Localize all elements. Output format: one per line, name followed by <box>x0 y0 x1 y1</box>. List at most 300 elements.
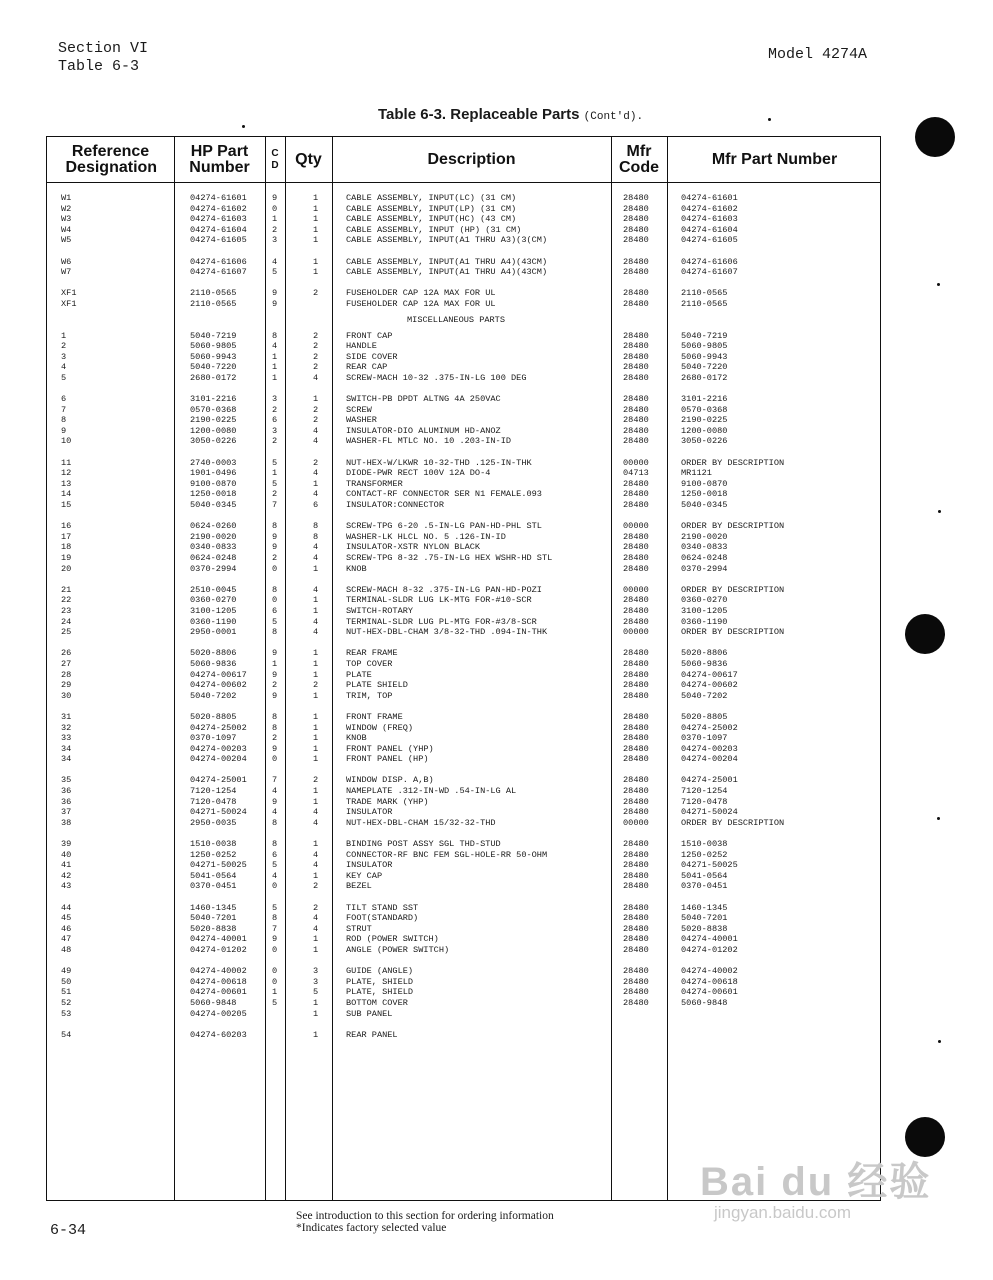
table-row <box>47 595 882 606</box>
cell-mpn: 1250-0018 <box>681 489 728 500</box>
cell-desc: CABLE ASSEMBLY, INPUT(HC) (43 CM) <box>346 214 517 225</box>
cell-mfr: 28480 <box>623 415 649 426</box>
cell-mfr: 28480 <box>623 256 649 267</box>
col-header-mfr-part: Mfr Part Number <box>711 150 838 168</box>
cell-ref: 34 <box>61 754 72 765</box>
table-row <box>47 553 882 564</box>
cell-mfr: 00000 <box>623 584 649 595</box>
cell-ref: 54 <box>61 1029 72 1040</box>
cell-hp: 04274-60203 <box>190 1029 247 1040</box>
cell-mpn: 1250-0252 <box>681 849 728 860</box>
cell-desc: SCREW <box>346 404 372 415</box>
cell-qty: 4 <box>313 436 319 447</box>
cell-ref: 53 <box>61 1008 72 1019</box>
cell-desc: KEY CAP <box>346 870 383 881</box>
cell-cd: 9 <box>272 690 278 701</box>
cell-qty: 6 <box>313 500 319 511</box>
binder-hole-middle <box>905 614 945 654</box>
table-row <box>47 860 882 871</box>
speck <box>242 125 245 128</box>
cell-desc: TILT STAND SST <box>346 902 419 913</box>
table-row <box>47 479 882 490</box>
col-header-description: Description <box>427 150 516 168</box>
table-row <box>47 405 882 416</box>
cell-mpn: ORDER BY DESCRIPTION <box>681 584 785 595</box>
cell-hp: 04274-00205 <box>190 1008 247 1019</box>
cell-mfr: 28480 <box>623 351 649 362</box>
table-row <box>47 235 882 246</box>
cell-mpn: 0360-0270 <box>681 595 728 606</box>
cell-mpn: 2110-0565 <box>681 288 728 299</box>
cell-desc: ANGLE (POWER SWITCH) <box>346 944 450 955</box>
cell-hp: 5040-7201 <box>190 913 237 924</box>
table-row <box>47 288 882 299</box>
cell-mfr: 28480 <box>623 235 649 246</box>
table-row <box>47 966 882 977</box>
cell-hp: 0370-0451 <box>190 881 237 892</box>
cell-desc: SWITCH-PB DPDT ALTNG 4A 250VAC <box>346 394 501 405</box>
misc-parts-heading <box>47 310 882 331</box>
cell-desc: INSULATOR-DIO ALUMINUM HD-ANOZ <box>346 425 501 436</box>
cell-desc: BOTTOM COVER <box>346 997 408 1008</box>
cell-ref: 13 <box>61 478 72 489</box>
cell-mfr: 28480 <box>623 595 649 606</box>
cell-hp: 04274-61602 <box>190 203 247 214</box>
cell-desc: SWITCH-ROTARY <box>346 605 414 616</box>
table-row <box>47 521 882 532</box>
cell-mfr: 04713 <box>623 468 649 479</box>
cell-desc: INSULATOR <box>346 807 393 818</box>
cell-mfr: 28480 <box>623 404 649 415</box>
cell-qty: 4 <box>313 817 319 828</box>
cell-cd: 8 <box>272 521 278 532</box>
cell-mfr: 28480 <box>623 542 649 553</box>
cell-desc: KNOB <box>346 733 367 744</box>
cell-desc: DIODE-PWR RECT 100V 12A DO-4 <box>346 468 491 479</box>
cell-desc: WINDOW (FREQ) <box>346 722 414 733</box>
cell-qty: 2 <box>313 330 319 341</box>
cell-mfr: 28480 <box>623 934 649 945</box>
table-row <box>47 373 882 384</box>
cell-hp: 9100-0870 <box>190 478 237 489</box>
cell-mfr: 00000 <box>623 457 649 468</box>
cell-cd: 8 <box>272 330 278 341</box>
col-header-qty: Qty <box>295 150 322 168</box>
table-row <box>47 797 882 808</box>
cell-hp: 2950-0001 <box>190 627 237 638</box>
cell-desc: INSULATOR-XSTR NYLON BLACK <box>346 542 481 553</box>
page-header-left <box>58 40 148 76</box>
cell-qty: 2 <box>313 404 319 415</box>
cell-hp: 04274-01202 <box>190 944 247 955</box>
speck <box>937 817 940 820</box>
cell-cd: 1 <box>272 468 278 479</box>
cell-ref: 4 <box>61 362 67 373</box>
cell-mfr: 28480 <box>623 214 649 225</box>
cell-mpn: 5020-8838 <box>681 923 728 934</box>
cell-ref: 45 <box>61 913 72 924</box>
cell-mpn: 04271-50024 <box>681 807 738 818</box>
cell-mpn: 0370-0451 <box>681 881 728 892</box>
cell-mfr: 28480 <box>623 330 649 341</box>
cell-cd: 5 <box>272 457 278 468</box>
cell-mpn: 04274-40002 <box>681 966 738 977</box>
cell-cd: 1 <box>272 214 278 225</box>
cell-desc: HANDLE <box>346 341 377 352</box>
cell-hp: 04274-61607 <box>190 267 247 278</box>
cell-mfr: 28480 <box>623 500 649 511</box>
page-number: 6-34 <box>50 1222 87 1239</box>
footer-notes <box>296 1210 554 1234</box>
table-ref-label: Table 6-3 <box>58 58 140 75</box>
cell-ref: 49 <box>61 966 72 977</box>
cell-qty: 8 <box>313 521 319 532</box>
model-label: Model 4274A <box>768 46 868 63</box>
cell-hp: 5040-7219 <box>190 330 237 341</box>
col-header-mfr-code: Mfr Code <box>619 142 659 176</box>
cell-desc: STRUT <box>346 923 372 934</box>
cell-ref: 17 <box>61 531 72 542</box>
cell-cd: 2 <box>272 489 278 500</box>
cell-mpn: 04274-00203 <box>681 743 738 754</box>
cell-qty: 8 <box>313 531 319 542</box>
cell-mfr: 28480 <box>623 605 649 616</box>
cell-qty: 3 <box>313 976 319 987</box>
cell-mpn: 5040-7219 <box>681 330 728 341</box>
cell-hp: 04274-61601 <box>190 193 247 203</box>
cell-qty: 2 <box>313 362 319 373</box>
cell-ref: 35 <box>61 775 72 786</box>
cell-ref: 36 <box>61 786 72 797</box>
cell-hp: 5040-0345 <box>190 500 237 511</box>
cell-mfr: 28480 <box>623 436 649 447</box>
cell-cd: 8 <box>272 913 278 924</box>
cell-cd: 4 <box>272 786 278 797</box>
cell-qty: 4 <box>313 860 319 871</box>
cell-cd: 0 <box>272 754 278 765</box>
table-row <box>47 723 882 734</box>
cell-cd: 9 <box>272 743 278 754</box>
cell-hp: 2110-0565 <box>190 288 237 299</box>
cell-hp: 04271-50024 <box>190 807 247 818</box>
cell-qty: 1 <box>313 669 319 680</box>
cell-mfr: 28480 <box>623 298 649 309</box>
cell-mpn: 9100-0870 <box>681 478 728 489</box>
cell-mfr: 28480 <box>623 881 649 892</box>
cell-ref: 14 <box>61 489 72 500</box>
cell-mpn: 5060-9848 <box>681 997 728 1008</box>
footer-note-factory: *Indicates factory selected value <box>296 1222 447 1234</box>
cell-cd: 3 <box>272 394 278 405</box>
cell-hp: 2950-0035 <box>190 817 237 828</box>
cell-desc: FRONT PANEL (YHP) <box>346 743 434 754</box>
cell-ref: 8 <box>61 415 67 426</box>
cell-qty: 4 <box>313 913 319 924</box>
cell-desc: TOP COVER <box>346 658 393 669</box>
table-title <box>378 106 643 123</box>
cell-cd: 9 <box>272 542 278 553</box>
cell-ref: 7 <box>61 404 67 415</box>
cell-mfr: 28480 <box>623 997 649 1008</box>
cell-hp: 1460-1345 <box>190 902 237 913</box>
table-row <box>47 786 882 797</box>
cell-qty: 4 <box>313 425 319 436</box>
cell-qty: 1 <box>313 235 319 246</box>
cell-qty: 1 <box>313 256 319 267</box>
cell-qty: 1 <box>313 690 319 701</box>
cell-hp: 04274-40001 <box>190 934 247 945</box>
cell-hp: 5020-8805 <box>190 711 237 722</box>
cell-mpn: 2110-0565 <box>681 298 728 309</box>
cell-cd: 4 <box>272 870 278 881</box>
table-row <box>47 214 882 225</box>
cell-cd: 9 <box>272 934 278 945</box>
cell-cd: 0 <box>272 976 278 987</box>
table-row <box>47 775 882 786</box>
cell-mpn: MR1121 <box>681 468 712 479</box>
cell-cd: 1 <box>272 351 278 362</box>
cell-qty: 1 <box>313 733 319 744</box>
table-row <box>47 733 882 744</box>
cell-cd: 2 <box>272 224 278 235</box>
cell-desc: SUB PANEL <box>346 1008 393 1019</box>
cell-cd: 8 <box>272 722 278 733</box>
cell-hp: 04274-00204 <box>190 754 247 765</box>
table-row <box>47 987 882 998</box>
cell-cd: 5 <box>272 997 278 1008</box>
cell-cd: 9 <box>272 531 278 542</box>
cell-desc: TERMINAL-SLDR LUG LK-MTG FOR-#10-SCR <box>346 595 532 606</box>
cell-hp: 2190-0020 <box>190 531 237 542</box>
cell-desc: KNOB <box>346 563 367 574</box>
cell-hp: 2510-0045 <box>190 584 237 595</box>
cell-mfr: 28480 <box>623 786 649 797</box>
cell-qty: 4 <box>313 468 319 479</box>
cell-ref: W1 <box>61 193 72 203</box>
table-row <box>47 839 882 850</box>
cell-mfr: 28480 <box>623 902 649 913</box>
table-row <box>47 606 882 617</box>
cell-desc: REAR FRAME <box>346 648 398 659</box>
cell-qty: 1 <box>313 267 319 278</box>
cell-hp: 04274-00617 <box>190 669 247 680</box>
cell-hp: 5020-8806 <box>190 648 237 659</box>
cell-mpn: 5060-9943 <box>681 351 728 362</box>
cell-ref: XF1 <box>61 288 77 299</box>
cell-mfr: 28480 <box>623 288 649 299</box>
cell-qty: 1 <box>313 605 319 616</box>
table-row <box>47 977 882 988</box>
cell-mpn: 04274-61607 <box>681 267 738 278</box>
cell-cd: 6 <box>272 415 278 426</box>
cell-qty: 4 <box>313 553 319 563</box>
cell-ref: 15 <box>61 500 72 511</box>
cell-mpn: 5040-7202 <box>681 690 728 701</box>
table-row <box>47 532 882 543</box>
table-row <box>47 744 882 755</box>
cell-ref: 51 <box>61 987 72 998</box>
cell-qty: 1 <box>313 224 319 235</box>
cell-ref: 52 <box>61 997 72 1008</box>
cell-desc: BEZEL <box>346 881 372 892</box>
table-row <box>47 881 882 892</box>
cell-cd: 5 <box>272 478 278 489</box>
cell-cd: 6 <box>272 605 278 616</box>
cell-mfr: 28480 <box>623 531 649 542</box>
table-row <box>47 871 882 882</box>
cell-mpn: 5060-9836 <box>681 658 728 669</box>
cell-ref: 25 <box>61 627 72 638</box>
cell-mpn: 0360-1190 <box>681 616 728 627</box>
cell-hp: 1510-0038 <box>190 839 237 850</box>
cell-hp: 0360-1190 <box>190 616 237 627</box>
table-row <box>47 257 882 268</box>
cell-mfr: 28480 <box>623 796 649 807</box>
col-header-cd: C D <box>271 147 279 171</box>
cell-desc: INSULATOR <box>346 860 393 871</box>
table-row <box>47 945 882 956</box>
table-row <box>47 818 882 829</box>
parts-table <box>46 136 881 1201</box>
cell-ref: 38 <box>61 817 72 828</box>
cell-ref: W5 <box>61 235 72 246</box>
cell-ref: 2 <box>61 341 67 352</box>
cell-hp: 1250-0018 <box>190 489 237 500</box>
cell-cd: 0 <box>272 966 278 977</box>
table-row <box>47 426 882 437</box>
cell-mpn: 0370-1097 <box>681 733 728 744</box>
cell-mpn: 3100-1205 <box>681 605 728 616</box>
cell-hp: 0340-0833 <box>190 542 237 553</box>
cell-hp: 04274-61606 <box>190 256 247 267</box>
cell-cd: 3 <box>272 425 278 436</box>
table-row <box>47 542 882 553</box>
cell-hp: 04274-00602 <box>190 680 247 691</box>
cell-mfr: 00000 <box>623 521 649 532</box>
cell-ref: 28 <box>61 669 72 680</box>
cell-hp: 5060-9836 <box>190 658 237 669</box>
cell-hp: 3050-0226 <box>190 436 237 447</box>
cell-ref: 42 <box>61 870 72 881</box>
cell-desc: CABLE ASSEMBLY, INPUT(LC) (31 CM) <box>346 193 517 203</box>
cell-mpn: 5020-8805 <box>681 711 728 722</box>
cell-mpn: 7120-0478 <box>681 796 728 807</box>
cell-mpn: 04274-40001 <box>681 934 738 945</box>
cell-cd: 0 <box>272 881 278 892</box>
footer-note-ordering: See introduction to this section for ordering information <box>296 1210 554 1222</box>
cell-hp: 5060-9943 <box>190 351 237 362</box>
cell-qty: 1 <box>313 722 319 733</box>
cell-cd: 0 <box>272 203 278 214</box>
table-row <box>47 712 882 723</box>
cell-mpn: 5040-7220 <box>681 362 728 373</box>
table-row <box>47 394 882 405</box>
cell-hp: 04271-50025 <box>190 860 247 871</box>
cell-cd: 5 <box>272 616 278 627</box>
cell-mfr: 28480 <box>623 976 649 987</box>
cell-qty: 4 <box>313 616 319 627</box>
cell-desc: PLATE, SHIELD <box>346 987 414 998</box>
cell-desc: GUIDE (ANGLE) <box>346 966 414 977</box>
table-row <box>47 468 882 479</box>
cell-cd: 4 <box>272 341 278 352</box>
cell-hp: 04274-00601 <box>190 987 247 998</box>
cell-ref: 34 <box>61 743 72 754</box>
cell-cd: 9 <box>272 298 278 309</box>
cell-mpn: 04274-25001 <box>681 775 738 786</box>
cell-hp: 0370-1097 <box>190 733 237 744</box>
cell-qty: 1 <box>313 839 319 850</box>
speck <box>938 1040 941 1043</box>
cell-mfr: 28480 <box>623 944 649 955</box>
table-row <box>47 627 882 638</box>
table-row <box>47 500 882 511</box>
cell-ref: 3 <box>61 351 67 362</box>
cell-ref: 33 <box>61 733 72 744</box>
cell-mpn: 0570-0368 <box>681 404 728 415</box>
cell-mfr: 28480 <box>623 987 649 998</box>
cell-mpn: 1510-0038 <box>681 839 728 850</box>
table-row <box>47 807 882 818</box>
cell-desc: CABLE ASSEMBLY, INPUT(A1 THRU A4)(43CM) <box>346 267 548 278</box>
cell-qty: 1 <box>313 193 319 203</box>
cell-hp: 5020-8838 <box>190 923 237 934</box>
cell-qty: 2 <box>313 457 319 468</box>
table-row <box>47 458 882 469</box>
cell-qty: 4 <box>313 489 319 500</box>
cell-cd: 2 <box>272 733 278 744</box>
cell-desc: FRONT PANEL (HP) <box>346 754 429 765</box>
cell-cd: 9 <box>272 193 278 203</box>
cell-qty: 4 <box>313 807 319 818</box>
cell-ref: 46 <box>61 923 72 934</box>
cell-mfr: 28480 <box>623 807 649 818</box>
cell-ref: W3 <box>61 214 72 225</box>
cell-ref: 21 <box>61 584 72 595</box>
cell-cd: 2 <box>272 404 278 415</box>
table-row <box>47 225 882 236</box>
cell-desc: WINDOW DISP. A,B) <box>346 775 434 786</box>
cell-cd: 5 <box>272 267 278 278</box>
speck <box>768 118 771 121</box>
cell-ref: W7 <box>61 267 72 278</box>
cell-mpn: 04274-00618 <box>681 976 738 987</box>
cell-cd: 7 <box>272 923 278 934</box>
cell-hp: 2740-0003 <box>190 457 237 468</box>
cell-mpn: 2680-0172 <box>681 372 728 383</box>
cell-ref: 47 <box>61 934 72 945</box>
cell-qty: 4 <box>313 849 319 860</box>
cell-mpn: 0340-0833 <box>681 542 728 553</box>
cell-qty: 1 <box>313 870 319 881</box>
table-title-main: Table 6-3. Replaceable Parts <box>378 106 580 123</box>
cell-ref: 10 <box>61 436 72 447</box>
cell-mpn: 04274-61601 <box>681 193 738 203</box>
cell-ref: 27 <box>61 658 72 669</box>
cell-qty: 4 <box>313 542 319 553</box>
cell-mpn: 04274-61602 <box>681 203 738 214</box>
cell-qty: 1 <box>313 658 319 669</box>
cell-desc: SCREW-MACH 10-32 .375-IN-LG 100 DEG <box>346 372 527 383</box>
cell-desc: FRONT FRAME <box>346 711 403 722</box>
cell-mpn: 04274-61604 <box>681 224 738 235</box>
speck <box>937 283 940 286</box>
cell-qty: 4 <box>313 584 319 595</box>
cell-ref: 30 <box>61 690 72 701</box>
cell-mpn: 04274-61603 <box>681 214 738 225</box>
cell-hp: 5041-0564 <box>190 870 237 881</box>
cell-ref: 24 <box>61 616 72 627</box>
